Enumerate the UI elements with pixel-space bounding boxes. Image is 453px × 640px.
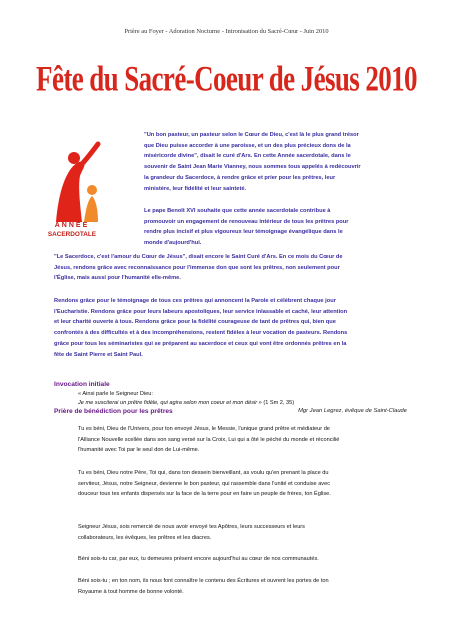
invocation-line-2: [78, 399, 294, 408]
page-title: Fête du Sacré-Coeur de Jésus 2010: [36, 58, 417, 99]
prayer-heading: Prière de bénédiction pour les prêtres: [54, 408, 173, 415]
ars-paragraph: "Le Sacerdoce, c'est l'amour du Cœur de Jésus", disait encore le Saint Curé d'Ars. En ce mois du Cœur de Jésus, rendons grâce avec reconnaissance pour l'immense don que sont les prêtres, non seulement pour l'Église, mais aussi pour l'humanité elle-même.: [54, 254, 343, 282]
prayer-author: Mgr Jean Legrez, évêque de Saint-Claude: [298, 408, 407, 414]
invocation-reference: (1 Sm 2, 35): [263, 400, 295, 406]
prayer-paragraph-2: Tu es béni, Dieu notre Père, Toi qui, dans ton dessein bienveillant, as voulu qu'en prenant la place du serviteur, Jésus, notre Seigneur, devienne le bon pasteur, qui rassemble dans l'unité et conduise avec douceur tous tes enfants dispersés sur la face de la terre pour en faire un peuple de frères, ton Église.: [78, 470, 331, 498]
pope-paragraph: Le pape Benoît XVI souhaite que cette année sacerdotale contribue à promouvoir un engagement de renouveau intérieur de tous les prêtres pour rendre plus incisif et plus vigoureux leur témoignage évangélique dans le monde d'aujourd'hui.: [144, 208, 349, 247]
prayer-paragraph-4: Béni sois-tu car, par eux, tu demeures présent encore aujourd'hui au cœur de nos communautés.: [78, 556, 319, 562]
logo-text-sacerdotale: SACERDOTALE: [47, 231, 97, 238]
prayer-paragraph-5: Béni sois-tu ; en ton nom, ils nous font connaître le contenu des Écritures et ouvrent les portes de ton Royaume à tout homme de bonne volonté.: [78, 578, 329, 595]
invocation-quote: Je me susciterai un prêtre fidèle, qui agira selon mon coeur et mon désir »: [78, 400, 262, 406]
intro-paragraph: "Un bon pasteur, un pasteur selon le Cœur de Dieu, c'est là le plus grand trésor que Dieu puisse accorder à une paroisse, et un des plus précieux dons de la miséricorde divine", disait le curé d'Ars. En cette Année sacerdotale, dans le souvenir de Saint Jean Marie Vianney, nous sommes tous appelés à redécouvrir la grandeur du Sacerdoce, à rendre grâce et prier pour les prêtres, leur ministère, leur fidélité et leur sainteté.: [144, 132, 361, 192]
thanks-paragraph: Rendons grâce pour le témoignage de tous ces prêtres qui annoncent la Parole et célèbrent chaque jour l'Eucharistie. Rendons grâce pour leurs labeurs apostoliques, leur service inlassable et caché, leur attention et leur charité ouverte à tous. Rendons grâce pour la fidélité courageuse de tant de prêtres qui, bien que confrontés à des difficultés et à des incompréhensions, restent fidèles à leur vocation de pasteurs. Rendons grâce pour tous les séminaristes qui se préparent au sacerdoce et ceux qui vont être ordonnés prêtres en la fête de Saint Pierre et Saint Paul.: [54, 298, 348, 358]
invocation-heading: Invocation initiale: [54, 381, 110, 388]
logo-text-annee: ANNÉE: [54, 222, 90, 229]
invocation-line-1: « Ainsi parle le Seigneur Dieu:: [78, 391, 153, 397]
prayer-paragraph-1: Tu es béni, Dieu de l'Univers, pour ton envoyé Jésus, le Messie, l'unique grand prêtre et médiateur de l'Alliance Nouvelle scellée dans son sang versé sur la Croix, Lui qui a ôté le péché du monde et réconcilié l'humanité avec Toi par le seul don de Lui-même.: [78, 426, 340, 454]
page-header: Prière au Foyer - Adoration Nocturne - Intronisation du Sacré-Cœur - Juin 2010: [124, 28, 329, 35]
prayer-paragraph-3: Seigneur Jésus, sois remercié de nous avoir envoyé tes Apôtres, leurs successeurs et leurs collaborateurs, les évêques, les prêtres et les diacres.: [78, 524, 305, 541]
